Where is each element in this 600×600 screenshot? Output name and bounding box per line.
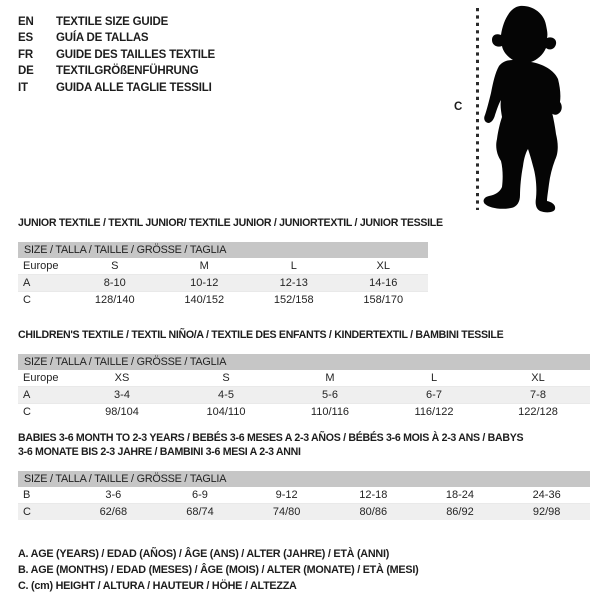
- table-cell: 104/110: [206, 406, 246, 419]
- table-cell: 140/152: [184, 294, 225, 307]
- table-cell: 24-36: [503, 487, 590, 504]
- table-cell: 18-24: [417, 487, 504, 504]
- junior-textile-section: [18, 216, 590, 308]
- child-figure-graphic: [475, 5, 580, 213]
- row-label: Europe: [18, 370, 70, 387]
- guide-title: TEXTILGRÖßENFÜHRUNG: [56, 65, 199, 78]
- language-code: IT: [18, 81, 28, 94]
- table-cell: 86/92: [417, 504, 504, 521]
- guide-title: TEXTILE SIZE GUIDE: [56, 16, 169, 28]
- table-cell: 3-6: [70, 487, 157, 504]
- row-label: A: [18, 387, 70, 404]
- child-height-figure: [454, 5, 580, 213]
- table-row: [18, 275, 428, 292]
- table-row: [18, 370, 590, 387]
- table-cell: 116/122: [414, 406, 454, 419]
- table-cell: 128/140: [94, 294, 135, 307]
- size-header-bar: SIZE / TALLA / TAILLE / GRÖSSE / TAGLIA: [18, 354, 590, 370]
- table-row: [18, 258, 428, 275]
- babies-textile-section: [18, 431, 590, 520]
- language-code: ES: [18, 32, 33, 45]
- row-label: C: [18, 504, 70, 521]
- language-code: EN: [18, 16, 34, 28]
- table-cell: 7-8: [486, 387, 590, 404]
- table-cell: 8-10: [70, 275, 160, 292]
- language-code: FR: [18, 48, 33, 61]
- footnotes: [18, 546, 590, 594]
- row-label: Europe: [18, 258, 70, 275]
- table-row: [18, 487, 590, 504]
- table-cell: M: [160, 258, 250, 275]
- table-cell: 68/74: [157, 504, 244, 521]
- table-cell: 122/128: [518, 406, 558, 419]
- table-cell: 74/80: [243, 504, 330, 521]
- childrens-textile-section: [18, 328, 590, 420]
- table-cell: 4-5: [174, 387, 278, 404]
- section-title: CHILDREN'S TEXTILE / TEXTIL NIÑO/A / TEXTILE DES ENFANTS / KINDERTEXTIL / BAMBINI TESSILE: [18, 329, 504, 342]
- table-cell: 14-16: [339, 275, 429, 292]
- table-cell: 10-12: [160, 275, 250, 292]
- footnote-c: C. (cm) HEIGHT / ALTURA / HAUTEUR / HÖHE / ALTEZZA: [18, 580, 297, 593]
- table-cell: 6-9: [157, 487, 244, 504]
- table-cell: 12-18: [330, 487, 417, 504]
- guide-title: GUIDE DES TAILLES TEXTILE: [56, 48, 215, 61]
- language-code: DE: [18, 65, 34, 78]
- guide-title: GUIDA ALLE TAGLIE TESSILI: [56, 81, 212, 94]
- row-label: B: [18, 487, 70, 504]
- table-cell: 80/86: [330, 504, 417, 521]
- junior-size-table: [18, 242, 428, 308]
- table-cell: 92/98: [503, 504, 590, 521]
- table-cell: 158/170: [363, 294, 404, 307]
- table-row: [18, 404, 590, 421]
- table-cell: M: [278, 370, 382, 387]
- table-cell: XL: [339, 258, 429, 275]
- babies-size-table: [18, 471, 590, 520]
- table-cell: 9-12: [243, 487, 330, 504]
- size-header-bar: SIZE / TALLA / TAILLE / GRÖSSE / TAGLIA: [18, 471, 590, 487]
- table-cell: 98/104: [105, 406, 139, 419]
- row-label: C: [23, 406, 31, 419]
- table-cell: L: [249, 258, 339, 275]
- table-row: [18, 292, 428, 309]
- row-label: C: [23, 294, 31, 307]
- table-row: [18, 504, 590, 521]
- toddler-silhouette-icon: [484, 6, 562, 212]
- table-cell: XL: [486, 370, 590, 387]
- table-cell: 110/116: [310, 406, 350, 419]
- size-header-bar: SIZE / TALLA / TAILLE / GRÖSSE / TAGLIA: [18, 242, 428, 258]
- guide-title: GUÍA DE TALLAS: [56, 32, 149, 45]
- table-cell: S: [174, 370, 278, 387]
- table-cell: 152/158: [273, 294, 314, 307]
- table-cell: S: [70, 258, 160, 275]
- table-cell: 3-4: [70, 387, 174, 404]
- table-cell: 62/68: [70, 504, 157, 521]
- table-cell: XS: [70, 370, 174, 387]
- table-cell: 5-6: [278, 387, 382, 404]
- table-cell: 12-13: [249, 275, 339, 292]
- footnote-b: B. AGE (MONTHS) / EDAD (MESES) / ÂGE (MOIS) / ALTER (MONATE) / ETÀ (MESI): [18, 564, 419, 577]
- footnote-a: A. AGE (YEARS) / EDAD (AÑOS) / ÂGE (ANS) / ALTER (JAHRE) / ETÀ (ANNI): [18, 548, 390, 561]
- table-cell: 6-7: [382, 387, 486, 404]
- height-measure-label: C: [454, 101, 463, 113]
- section-title: BABIES 3-6 MONTH TO 2-3 YEARS / BEBÉS 3-6 MESES A 2-3 AÑOS / BÉBÉS 3-6 MOIS À 2-3 ANS / BABYS 3-6 MONATE BIS 2-3 JAHRE / BAMBINI 3-6 MESI A 2-3 ANNI: [18, 432, 524, 459]
- section-title: JUNIOR TEXTILE / TEXTIL JUNIOR/ TEXTILE JUNIOR / JUNIORTEXTIL / JUNIOR TESSILE: [18, 217, 443, 230]
- table-row: [18, 387, 590, 404]
- row-label: A: [18, 275, 70, 292]
- table-cell: L: [382, 370, 486, 387]
- childrens-size-table: [18, 354, 590, 420]
